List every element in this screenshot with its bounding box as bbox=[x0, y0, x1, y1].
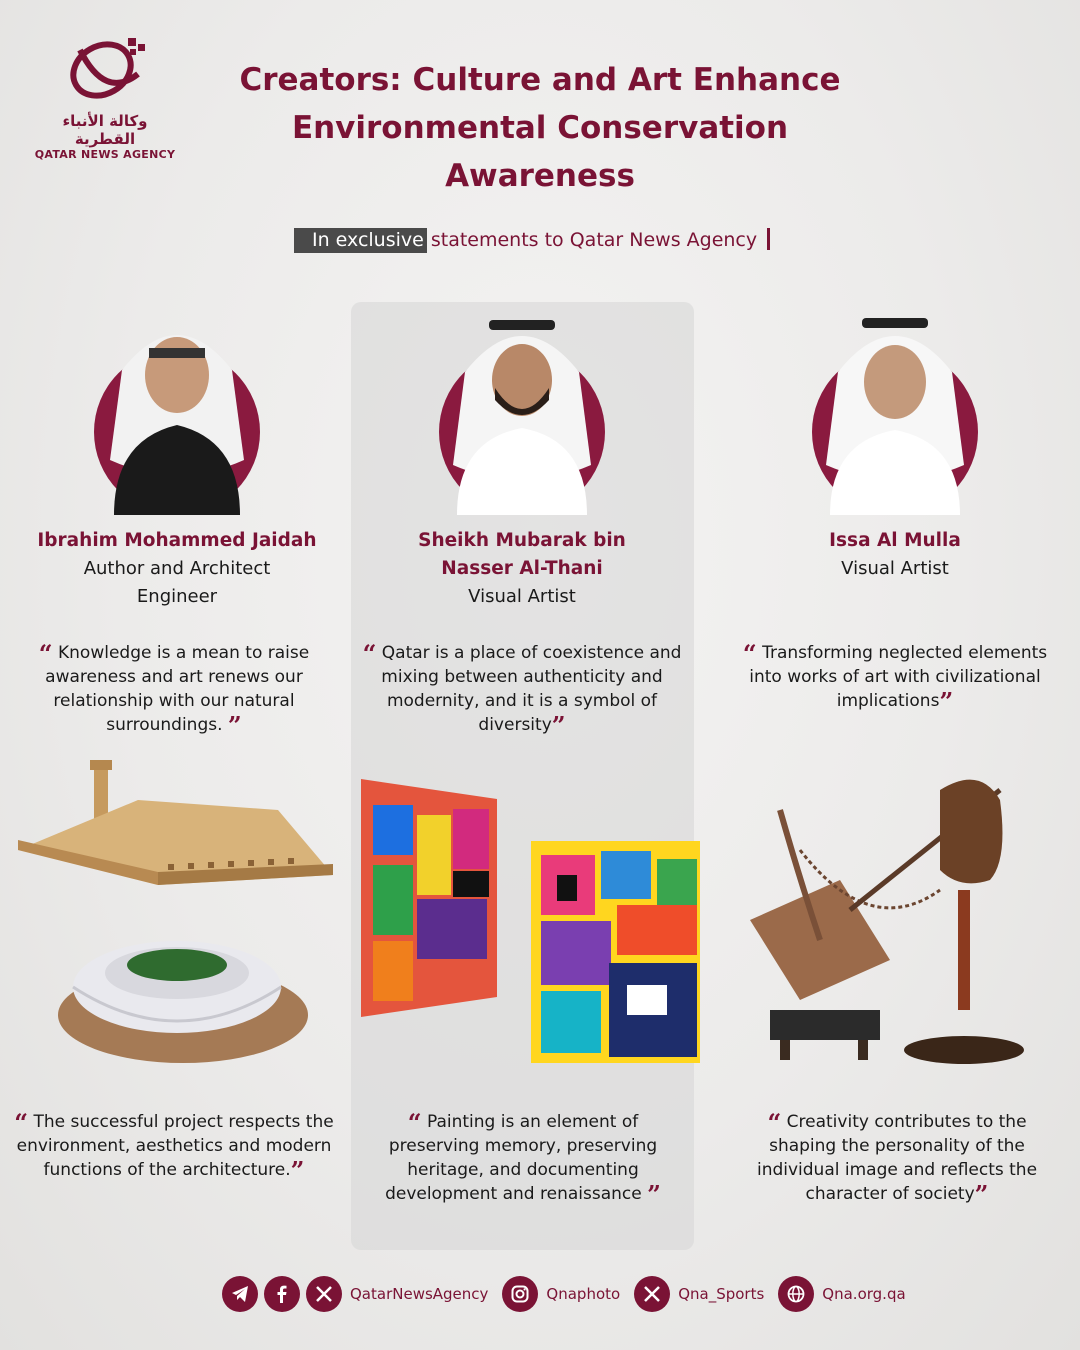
quote-open-mark: “ bbox=[407, 1108, 422, 1137]
quote-open-mark: “ bbox=[742, 639, 757, 668]
person-column-al-thani bbox=[357, 300, 687, 611]
quote-text: Knowledge is a mean to raise awareness and art renews our relationship with our natural surroundings. bbox=[45, 643, 310, 735]
quote-close-mark: ” bbox=[939, 687, 954, 716]
portrait-al-mulla bbox=[812, 300, 978, 515]
quote-jaidah-1 bbox=[14, 639, 334, 740]
quote-al-thani-2 bbox=[368, 1108, 678, 1209]
person-role: Author and Architect Engineer bbox=[83, 558, 271, 607]
social-footer bbox=[222, 1276, 920, 1312]
qna-emblem-icon bbox=[50, 30, 160, 110]
person-photo bbox=[439, 300, 605, 515]
title-line-3: Awareness bbox=[445, 158, 635, 194]
instagram-icon[interactable] bbox=[502, 1276, 538, 1312]
quote-jaidah-2 bbox=[14, 1108, 334, 1185]
subtitle-text: statements to Qatar News Agency bbox=[430, 229, 758, 251]
title-line-1: Creators: Culture and Art Enhance bbox=[239, 62, 841, 98]
quote-text: Painting is an element of preserving memory, preserving heritage, and documenting development and renaissance bbox=[385, 1112, 658, 1204]
person-role: Visual Artist bbox=[468, 586, 576, 607]
stadium-model-image bbox=[55, 925, 310, 1065]
quote-open-mark: “ bbox=[38, 639, 53, 668]
quote-close-mark: ” bbox=[974, 1180, 989, 1209]
quote-al-thani-1 bbox=[362, 639, 682, 740]
quote-al-mulla-2 bbox=[744, 1108, 1050, 1209]
quote-close-mark: ” bbox=[551, 711, 566, 740]
logo-english-text: QATAR NEWS AGENCY bbox=[34, 148, 176, 161]
page-title bbox=[190, 56, 890, 200]
quote-close-mark: ” bbox=[647, 1180, 661, 1209]
subtitle-bar bbox=[767, 228, 770, 250]
person-name: Sheikh Mubarak bin Nasser Al-Thani bbox=[418, 530, 626, 579]
quote-close-mark: ” bbox=[227, 711, 242, 740]
quote-open-mark: “ bbox=[767, 1108, 782, 1137]
quote-text: Qatar is a place of coexistence and mixing between authenticity and modernity, and it is a symbol of diversity bbox=[381, 643, 682, 735]
person-column-jaidah bbox=[12, 300, 342, 611]
subtitle bbox=[294, 228, 770, 251]
quote-al-mulla-1 bbox=[740, 639, 1050, 716]
qna-logo bbox=[30, 30, 180, 161]
facebook-icon[interactable] bbox=[264, 1276, 300, 1312]
person-role: Visual Artist bbox=[841, 558, 949, 579]
quote-open-mark: “ bbox=[362, 639, 377, 668]
social-handle-qna-sports[interactable]: Qna_Sports bbox=[678, 1285, 765, 1303]
telegram-icon[interactable] bbox=[222, 1276, 258, 1312]
portrait-jaidah bbox=[94, 300, 260, 515]
subtitle-highlight: In exclusive bbox=[294, 228, 427, 253]
person-name: Issa Al Mulla bbox=[829, 530, 961, 551]
quote-text: Transforming neglected elements into works of art with civilizational implications bbox=[749, 643, 1048, 711]
quote-open-mark: “ bbox=[14, 1108, 29, 1137]
social-handle-qnaphoto[interactable]: Qnaphoto bbox=[546, 1285, 621, 1303]
website-link[interactable]: Qna.org.qa bbox=[822, 1285, 906, 1303]
portrait-al-thani bbox=[439, 300, 605, 515]
x-icon[interactable] bbox=[306, 1276, 342, 1312]
sculpture-image bbox=[740, 770, 1040, 1070]
quote-text: The successful project respects the environment, aesthetics and modern functions of the architecture. bbox=[16, 1112, 334, 1180]
person-column-al-mulla bbox=[730, 300, 1060, 583]
logo-arabic-text: وكالة الأنباء القطرية bbox=[62, 112, 148, 148]
quote-text: Creativity contributes to the shaping the personality of the individual image and reflects the character of society bbox=[756, 1112, 1038, 1204]
title-line-2: Environmental Conservation bbox=[291, 110, 789, 146]
x-icon[interactable] bbox=[634, 1276, 670, 1312]
person-photo bbox=[94, 300, 260, 515]
globe-icon[interactable] bbox=[778, 1276, 814, 1312]
mosque-model-image bbox=[18, 760, 333, 890]
social-handle-qatarnewsagency[interactable]: QatarNewsAgency bbox=[350, 1285, 489, 1303]
person-name: Ibrahim Mohammed Jaidah bbox=[37, 530, 317, 551]
paintings-image bbox=[357, 775, 700, 1065]
person-photo bbox=[812, 300, 978, 515]
quote-close-mark: ” bbox=[290, 1156, 305, 1185]
